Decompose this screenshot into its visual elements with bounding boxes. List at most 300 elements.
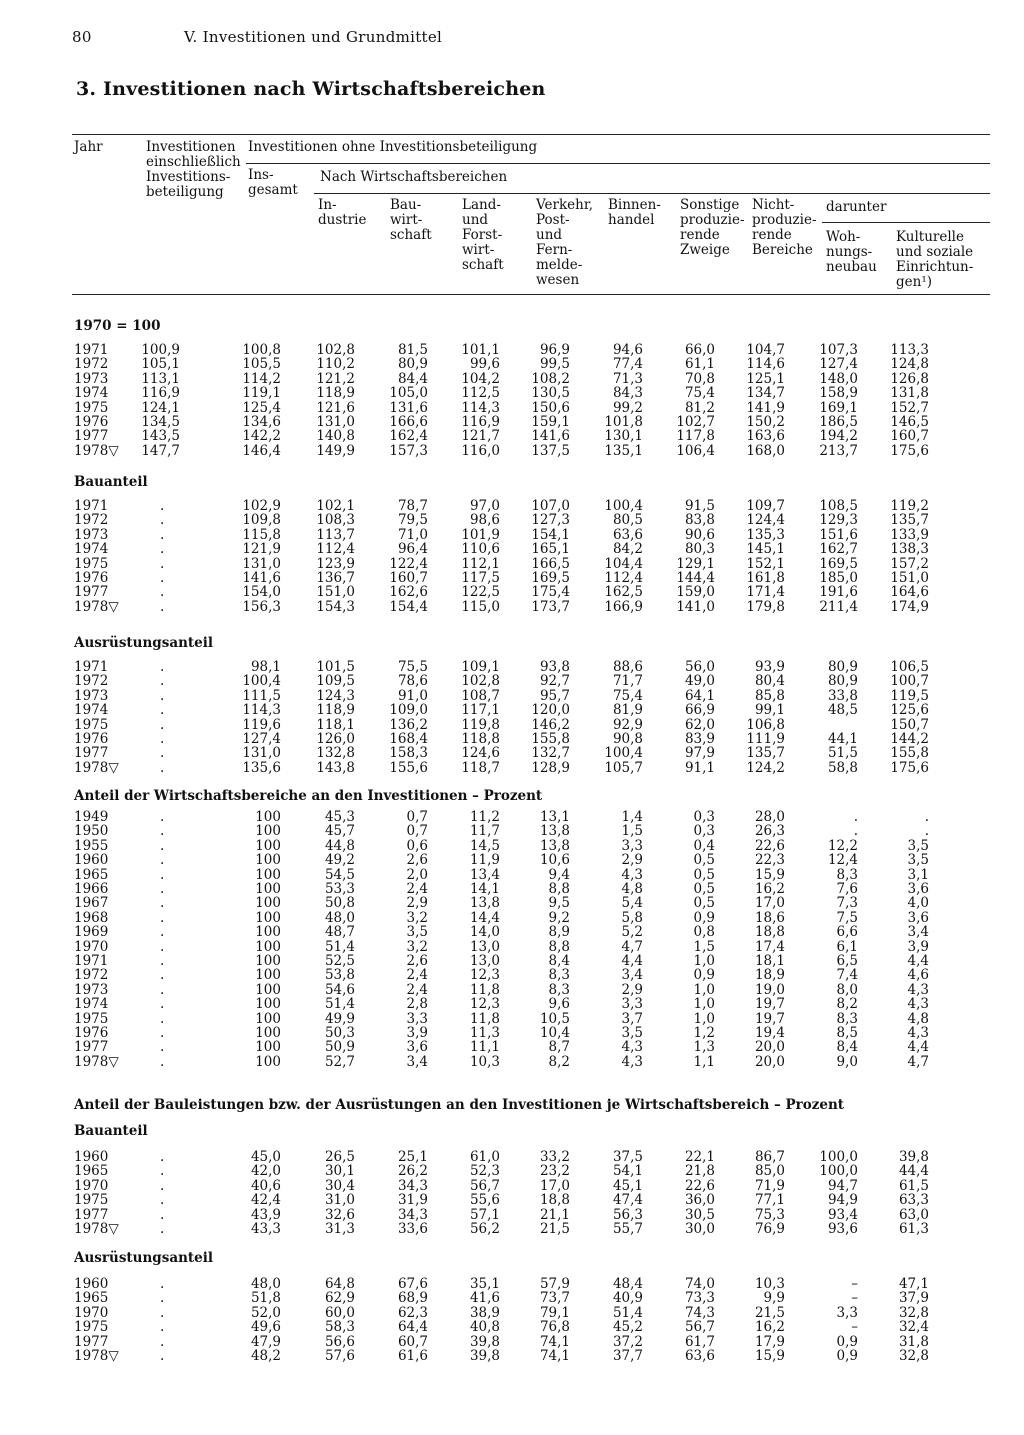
cell-col-5: 114,3 xyxy=(461,399,500,416)
cell-col-2: 45,0 xyxy=(250,1149,281,1165)
cell-col-10: 94,9 xyxy=(827,1192,858,1209)
cell-col-6: 76,8 xyxy=(539,1319,570,1336)
cell-col-4: 157,3 xyxy=(389,442,428,459)
cell-col-9: 9,9 xyxy=(763,1290,785,1307)
cell-col-2: 52,0 xyxy=(250,1304,281,1321)
cell-col-3: 52,5 xyxy=(324,953,355,969)
cell-col-7: 94,6 xyxy=(612,342,643,358)
row-year: 1973 xyxy=(74,370,109,387)
cell-col-10: 213,7 xyxy=(819,442,858,459)
row-year: 1968 xyxy=(74,909,109,926)
cell-col-11: . xyxy=(924,809,929,825)
cell-col-2: 131,0 xyxy=(242,745,281,762)
table-row xyxy=(0,1179,1024,1194)
cell-col-1: . xyxy=(160,512,165,529)
row-year: 1966 xyxy=(74,881,109,897)
cell-col-2: 100 xyxy=(255,881,281,897)
cell-col-4: 168,4 xyxy=(389,731,428,747)
cell-col-6: 150,6 xyxy=(531,399,570,416)
cell-col-5: 55,6 xyxy=(469,1192,500,1209)
row-year: 1972 xyxy=(74,967,109,984)
table-row xyxy=(0,401,1024,416)
cell-col-10: . xyxy=(853,823,858,840)
cell-col-10: 6,5 xyxy=(836,953,858,969)
cell-col-10: 7,6 xyxy=(836,881,858,897)
cell-col-2: 156,3 xyxy=(242,598,281,615)
cell-col-3: 131,0 xyxy=(316,414,355,430)
row-year: 1970 xyxy=(74,1304,109,1321)
cell-col-8: 49,0 xyxy=(684,673,715,690)
cell-col-2: 127,4 xyxy=(242,731,281,747)
cell-col-11: 4,6 xyxy=(907,967,929,984)
row-year: 1978▽ xyxy=(74,1053,119,1070)
cell-col-4: 79,5 xyxy=(397,512,428,529)
row-year: 1974 xyxy=(74,385,109,402)
cell-col-4: 60,7 xyxy=(397,1333,428,1350)
row-year: 1974 xyxy=(74,702,109,719)
cell-col-6: 137,5 xyxy=(531,442,570,459)
cell-col-7: 3,3 xyxy=(621,837,643,854)
section-label: Ausrüstungsanteil xyxy=(74,1250,213,1266)
cell-col-11: 3,6 xyxy=(907,881,929,897)
cell-col-9: 19,0 xyxy=(754,981,785,998)
cell-col-6: 8,2 xyxy=(548,1053,570,1070)
cell-col-4: 105,0 xyxy=(389,385,428,402)
cell-col-1: 116,9 xyxy=(141,385,180,402)
cell-col-7: 92,9 xyxy=(612,716,643,733)
row-year: 1960 xyxy=(74,1276,109,1292)
cell-col-8: 0,5 xyxy=(693,895,715,912)
cell-col-5: 14,4 xyxy=(469,909,500,926)
cell-col-2: 100 xyxy=(255,1010,281,1027)
cell-col-7: 3,4 xyxy=(621,967,643,984)
cell-col-10: 8,2 xyxy=(836,996,858,1013)
table-row xyxy=(0,542,1024,557)
section-label: Ausrüstungsanteil xyxy=(74,635,213,651)
cell-col-5: 11,1 xyxy=(469,1039,500,1056)
cell-col-7: 166,9 xyxy=(604,598,643,615)
cell-col-3: 51,4 xyxy=(324,996,355,1013)
cell-col-6: 9,2 xyxy=(548,909,570,926)
cell-col-4: 131,6 xyxy=(389,399,428,416)
cell-col-11: 4,4 xyxy=(907,1039,929,1056)
cell-col-9: 17,0 xyxy=(754,895,785,912)
cell-col-3: 140,8 xyxy=(316,428,355,445)
cell-col-2: 131,0 xyxy=(242,555,281,572)
table-row xyxy=(0,940,1024,955)
cell-col-5: 108,7 xyxy=(461,687,500,704)
cell-col-7: 4,3 xyxy=(621,1053,643,1070)
cell-col-8: 61,7 xyxy=(684,1333,715,1350)
cell-col-9: 124,4 xyxy=(746,512,785,529)
cell-col-5: 101,1 xyxy=(461,342,500,358)
cell-col-10: 80,9 xyxy=(827,659,858,675)
cell-col-4: 62,3 xyxy=(397,1304,428,1321)
cell-col-11: 31,8 xyxy=(898,1333,929,1350)
cell-col-7: 104,4 xyxy=(604,555,643,572)
cell-col-3: 30,1 xyxy=(324,1163,355,1180)
cell-col-10: 12,2 xyxy=(827,837,858,854)
cell-col-8: 97,9 xyxy=(684,745,715,762)
cell-col-1: . xyxy=(160,598,165,615)
cell-col-3: 51,4 xyxy=(324,938,355,955)
cell-col-9: 114,6 xyxy=(746,356,785,373)
cell-col-4: 3,6 xyxy=(406,1039,428,1056)
cell-col-9: 109,7 xyxy=(746,498,785,514)
cell-col-6: 8,8 xyxy=(548,881,570,897)
cell-col-8: 81,2 xyxy=(684,399,715,416)
cell-col-1: . xyxy=(160,938,165,955)
cell-col-8: 0,8 xyxy=(693,924,715,941)
cell-col-1: . xyxy=(160,1192,165,1209)
cell-col-11: 144,2 xyxy=(890,731,929,747)
cell-col-8: 1,0 xyxy=(693,981,715,998)
section-label: Anteil der Wirtschaftsbereiche an den Investitionen – Prozent xyxy=(74,788,543,804)
cell-col-3: 102,8 xyxy=(316,342,355,358)
cell-col-6: 95,7 xyxy=(539,687,570,704)
cell-col-4: 3,5 xyxy=(406,924,428,941)
cell-col-1: . xyxy=(160,1177,165,1194)
cell-col-6: 8,4 xyxy=(548,953,570,969)
cell-col-7: 37,5 xyxy=(612,1149,643,1165)
cell-col-1: . xyxy=(160,1149,165,1165)
cell-col-2: 98,1 xyxy=(250,659,281,675)
cell-col-2: 100 xyxy=(255,1039,281,1056)
cell-col-8: 74,3 xyxy=(684,1304,715,1321)
cell-col-8: 30,0 xyxy=(684,1221,715,1237)
table-row xyxy=(0,571,1024,586)
cell-col-11: 3,1 xyxy=(907,866,929,883)
cell-col-8: 22,1 xyxy=(684,1149,715,1165)
cell-col-1: . xyxy=(160,1319,165,1336)
cell-col-4: 34,3 xyxy=(397,1206,428,1223)
cell-col-1: 134,5 xyxy=(141,414,180,430)
cell-col-10: 6,6 xyxy=(836,924,858,941)
cell-col-5: 102,8 xyxy=(461,673,500,690)
cell-col-11: 175,6 xyxy=(890,442,929,459)
cell-col-7: 63,6 xyxy=(612,526,643,543)
cell-col-4: 81,5 xyxy=(397,342,428,358)
cell-col-6: 8,8 xyxy=(548,938,570,955)
cell-col-2: 114,2 xyxy=(242,370,281,387)
cell-col-4: 0,6 xyxy=(406,837,428,854)
cell-col-11: 3,9 xyxy=(907,938,929,955)
cell-col-10: 169,1 xyxy=(819,399,858,416)
cell-col-6: 166,5 xyxy=(531,555,570,572)
cell-col-7: 90,8 xyxy=(612,731,643,747)
cell-col-3: 118,1 xyxy=(316,716,355,733)
cell-col-1: . xyxy=(160,759,165,776)
cell-col-11: 4,8 xyxy=(907,1010,929,1027)
cell-col-7: 105,7 xyxy=(604,759,643,776)
cell-col-6: 8,3 xyxy=(548,981,570,998)
table-row xyxy=(0,853,1024,868)
cell-col-3: 124,3 xyxy=(316,687,355,704)
cell-col-6: 127,3 xyxy=(531,512,570,529)
cell-col-10: 211,4 xyxy=(819,598,858,615)
table-row xyxy=(0,1026,1024,1041)
cell-col-8: 66,9 xyxy=(684,702,715,719)
cell-col-11: 138,3 xyxy=(890,541,929,558)
cell-col-3: 49,2 xyxy=(324,852,355,869)
cell-col-5: 119,8 xyxy=(461,716,500,733)
cell-col-4: 2,6 xyxy=(406,953,428,969)
cell-col-10: 7,5 xyxy=(836,909,858,926)
cell-col-6: 8,7 xyxy=(548,1039,570,1056)
cell-col-3: 118,9 xyxy=(316,385,355,402)
cell-col-11: 4,3 xyxy=(907,981,929,998)
cell-col-7: 77,4 xyxy=(612,356,643,373)
cell-col-11: 155,8 xyxy=(890,745,929,762)
cell-col-1: . xyxy=(160,1206,165,1223)
cell-col-10: 51,5 xyxy=(827,745,858,762)
cell-col-1: . xyxy=(160,967,165,984)
cell-col-6: 165,1 xyxy=(531,541,570,558)
cell-col-6: 13,8 xyxy=(539,837,570,854)
cell-col-7: 5,4 xyxy=(621,895,643,912)
cell-col-2: 115,8 xyxy=(242,526,281,543)
cell-col-6: 154,1 xyxy=(531,526,570,543)
cell-col-3: 113,7 xyxy=(316,526,355,543)
cell-col-2: 114,3 xyxy=(242,702,281,719)
header-jahr: Jahr xyxy=(74,139,103,155)
cell-col-1: . xyxy=(160,745,165,762)
cell-col-10: 44,1 xyxy=(827,731,858,747)
cell-col-10: 162,7 xyxy=(819,541,858,558)
cell-col-11: 124,8 xyxy=(890,356,929,373)
cell-col-3: 53,3 xyxy=(324,881,355,897)
cell-col-4: 75,5 xyxy=(397,659,428,675)
cell-col-8: 90,6 xyxy=(684,526,715,543)
cell-col-9: 20,0 xyxy=(754,1053,785,1070)
cell-col-5: 41,6 xyxy=(469,1290,500,1307)
cell-col-3: 54,5 xyxy=(324,866,355,883)
table-row xyxy=(0,660,1024,675)
cell-col-6: 74,1 xyxy=(539,1333,570,1350)
cell-col-2: 109,8 xyxy=(242,512,281,529)
row-year: 1972 xyxy=(74,356,109,373)
cell-col-8: 1,0 xyxy=(693,1010,715,1027)
section-label: 1970 = 100 xyxy=(74,318,161,334)
cell-col-2: 135,6 xyxy=(242,759,281,776)
row-year: 1974 xyxy=(74,996,109,1013)
cell-col-1: . xyxy=(160,866,165,883)
cell-col-1: . xyxy=(160,1025,165,1041)
cell-col-10: 129,3 xyxy=(819,512,858,529)
cell-col-2: 125,4 xyxy=(242,399,281,416)
cell-col-3: 149,9 xyxy=(316,442,355,459)
cell-col-6: 9,4 xyxy=(548,866,570,883)
header-group-ohne: Investitionen ohne Investitionsbeteiligung xyxy=(248,139,538,155)
cell-col-2: 100 xyxy=(255,1025,281,1041)
table-row xyxy=(0,954,1024,969)
cell-col-11: 152,7 xyxy=(890,399,929,416)
page-number: 80 xyxy=(72,28,92,46)
table-row xyxy=(0,882,1024,897)
cell-col-9: 124,2 xyxy=(746,759,785,776)
header-group-nach: Nach Wirtschaftsbereichen xyxy=(320,169,508,185)
cell-col-11: 133,9 xyxy=(890,526,929,543)
cell-col-1: . xyxy=(160,924,165,941)
cell-col-3: 109,5 xyxy=(316,673,355,690)
cell-col-3: 48,7 xyxy=(324,924,355,941)
row-year: 1967 xyxy=(74,895,109,912)
cell-col-7: 54,1 xyxy=(612,1163,643,1180)
table-row xyxy=(0,1349,1024,1364)
cell-col-9: 171,4 xyxy=(746,584,785,601)
cell-col-1: . xyxy=(160,498,165,514)
cell-col-3: 136,7 xyxy=(316,570,355,586)
cell-col-2: 48,0 xyxy=(250,1276,281,1292)
table-row xyxy=(0,674,1024,689)
cell-col-6: 74,1 xyxy=(539,1348,570,1364)
cell-col-2: 121,9 xyxy=(242,541,281,558)
cell-col-10: 7,3 xyxy=(836,895,858,912)
cell-col-8: 56,0 xyxy=(684,659,715,675)
cell-col-8: 106,4 xyxy=(676,442,715,459)
cell-col-9: 125,1 xyxy=(746,370,785,387)
cell-col-4: 162,4 xyxy=(389,428,428,445)
cell-col-11: 3,6 xyxy=(907,909,929,926)
cell-col-4: 61,6 xyxy=(397,1348,428,1364)
cell-col-5: 11,3 xyxy=(469,1025,500,1041)
cell-col-2: 100 xyxy=(255,852,281,869)
cell-col-8: 62,0 xyxy=(684,716,715,733)
cell-col-11: 3,4 xyxy=(907,924,929,941)
cell-col-1: 124,1 xyxy=(141,399,180,416)
cell-col-1: . xyxy=(160,1010,165,1027)
cell-col-2: 119,6 xyxy=(242,716,281,733)
cell-col-5: 13,0 xyxy=(469,953,500,969)
cell-col-8: 83,8 xyxy=(684,512,715,529)
cell-col-9: 80,4 xyxy=(754,673,785,690)
cell-col-7: 100,4 xyxy=(604,498,643,514)
cell-col-4: 78,6 xyxy=(397,673,428,690)
cell-col-7: 135,1 xyxy=(604,442,643,459)
cell-col-5: 118,7 xyxy=(461,759,500,776)
cell-col-5: 97,0 xyxy=(469,498,500,514)
cell-col-11: 119,5 xyxy=(890,687,929,704)
cell-col-8: 159,0 xyxy=(676,584,715,601)
cell-col-9: 22,6 xyxy=(754,837,785,854)
cell-col-4: 136,2 xyxy=(389,716,428,733)
section-label: Anteil der Bauleistungen bzw. der Ausrüstungen an den Investitionen je Wirtschaftsbereich – Prozent xyxy=(74,1097,845,1113)
cell-col-2: 100 xyxy=(255,837,281,854)
cell-col-8: 0,5 xyxy=(693,852,715,869)
cell-col-10: 186,5 xyxy=(819,414,858,430)
cell-col-3: 126,0 xyxy=(316,731,355,747)
cell-col-4: 2,4 xyxy=(406,881,428,897)
cell-col-8: 66,0 xyxy=(684,342,715,358)
cell-col-7: 45,2 xyxy=(612,1319,643,1336)
cell-col-6: 155,8 xyxy=(531,731,570,747)
cell-col-9: 28,0 xyxy=(754,809,785,825)
table-row xyxy=(0,1306,1024,1321)
table-row xyxy=(0,911,1024,926)
cell-col-5: 11,8 xyxy=(469,981,500,998)
header-verkehr: Verkehr, Post- und Fern- melde- wesen xyxy=(536,197,594,288)
cell-col-6: 96,9 xyxy=(539,342,570,358)
cell-col-3: 30,4 xyxy=(324,1177,355,1194)
header-darunter: darunter xyxy=(826,199,887,215)
cell-col-3: 121,2 xyxy=(316,370,355,387)
cell-col-4: 3,2 xyxy=(406,938,428,955)
table-row xyxy=(0,761,1024,776)
cell-col-8: 1,0 xyxy=(693,996,715,1013)
cell-col-7: 48,4 xyxy=(612,1276,643,1292)
cell-col-4: 96,4 xyxy=(397,541,428,558)
cell-col-7: 1,4 xyxy=(621,809,643,825)
row-year: 1955 xyxy=(74,837,109,854)
cell-col-11: 63,3 xyxy=(898,1192,929,1209)
cell-col-10: 148,0 xyxy=(819,370,858,387)
table-row xyxy=(0,1040,1024,1055)
cell-col-1: . xyxy=(160,1304,165,1321)
cell-col-8: 61,1 xyxy=(684,356,715,373)
row-year: 1977 xyxy=(74,745,109,762)
cell-col-4: 0,7 xyxy=(406,809,428,825)
cell-col-8: 141,0 xyxy=(676,598,715,615)
cell-col-2: 100 xyxy=(255,996,281,1013)
cell-col-11: 32,8 xyxy=(898,1348,929,1364)
cell-col-8: 0,5 xyxy=(693,881,715,897)
cell-col-6: 57,9 xyxy=(539,1276,570,1292)
cell-col-6: 93,8 xyxy=(539,659,570,675)
cell-col-5: 12,3 xyxy=(469,996,500,1013)
cell-col-2: 102,9 xyxy=(242,498,281,514)
cell-col-1: . xyxy=(160,659,165,675)
cell-col-2: 100,8 xyxy=(242,342,281,358)
cell-col-8: 0,5 xyxy=(693,866,715,883)
cell-col-3: 110,2 xyxy=(316,356,355,373)
cell-col-11: 4,7 xyxy=(907,1053,929,1070)
header-bauwirtschaft: Bau- wirt- schaft xyxy=(390,197,432,243)
header-wohnungsneubau: Woh- nungs- neubau xyxy=(826,229,877,275)
cell-col-3: 102,1 xyxy=(316,498,355,514)
cell-col-4: 64,4 xyxy=(397,1319,428,1336)
cell-col-6: 169,5 xyxy=(531,570,570,586)
cell-col-2: 146,4 xyxy=(242,442,281,459)
cell-col-8: 36,0 xyxy=(684,1192,715,1209)
table-row xyxy=(0,1277,1024,1292)
cell-col-7: 3,5 xyxy=(621,1025,643,1041)
cell-col-9: 179,8 xyxy=(746,598,785,615)
cell-col-1: 147,7 xyxy=(141,442,180,459)
header-investitionen-einschl: Investitionen einschließlich Investitions- beteiligung xyxy=(146,139,241,200)
table-row xyxy=(0,429,1024,444)
header-rule-1 xyxy=(246,163,990,164)
cell-col-5: 11,2 xyxy=(469,809,500,825)
cell-col-2: 100 xyxy=(255,809,281,825)
cell-col-1: . xyxy=(160,570,165,586)
cell-col-11: 106,5 xyxy=(890,659,929,675)
header-sonstige: Sonstige produzie- rende Zweige xyxy=(680,197,745,258)
cell-col-8: 102,7 xyxy=(676,414,715,430)
cell-col-11: 157,2 xyxy=(890,555,929,572)
cell-col-11: 44,4 xyxy=(898,1163,929,1180)
cell-col-4: 122,4 xyxy=(389,555,428,572)
cell-col-3: 132,8 xyxy=(316,745,355,762)
cell-col-9: 75,3 xyxy=(754,1206,785,1223)
cell-col-7: 40,9 xyxy=(612,1290,643,1307)
cell-col-3: 112,4 xyxy=(316,541,355,558)
cell-col-1: . xyxy=(160,1290,165,1307)
cell-col-6: 33,2 xyxy=(539,1149,570,1165)
cell-col-9: 15,9 xyxy=(754,866,785,883)
cell-col-6: 132,7 xyxy=(531,745,570,762)
cell-col-11: 4,3 xyxy=(907,1025,929,1041)
cell-col-8: 1,0 xyxy=(693,953,715,969)
